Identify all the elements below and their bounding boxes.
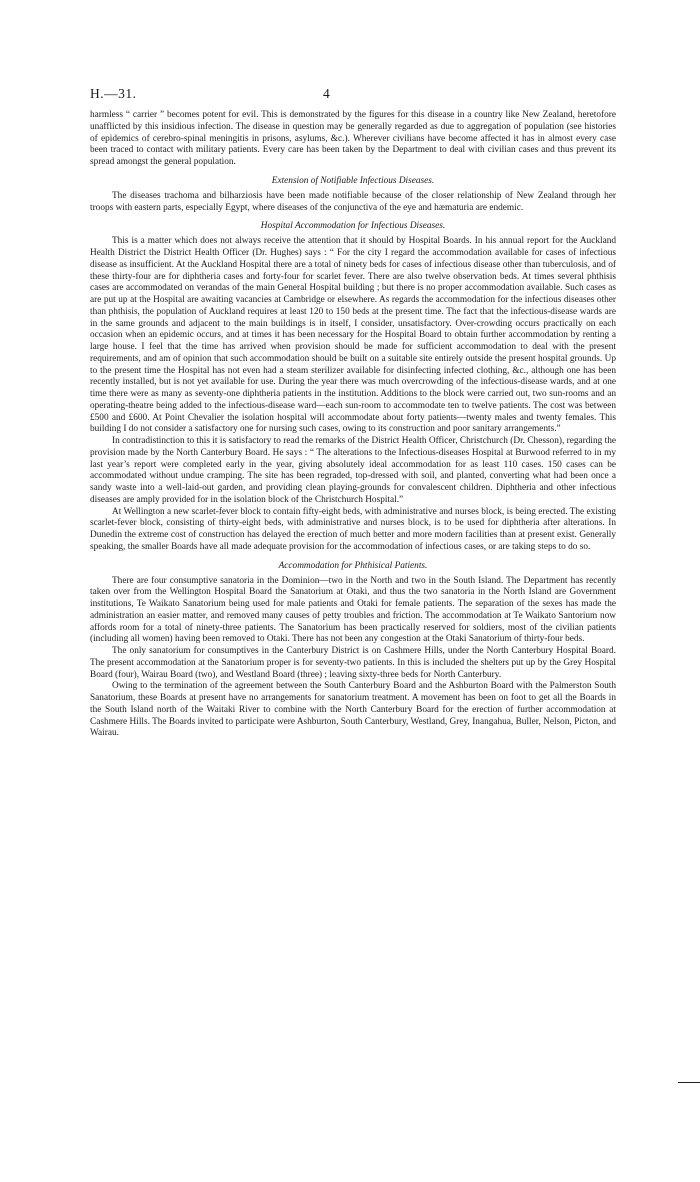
paragraph: At Wellington a new scarlet-fever block to contain fifty-eight beds, with administrative and nurses block, is being erected. The existing scarlet-fever block, consisting of thirty-eight beds, with administrative and nurses block, is to be used for diphtheria after alterations. In Dunedin the extreme cost of construction has delayed the erection of much better and more modern facilities than at present exist. Generally speaking, the smaller Boards have all made adequate provision for the accommodation of infectious cases, or are taking steps to do so.	[90, 506, 616, 552]
paragraph: harmless “ carrier ” becomes potent for evil. This is demonstrated by the figures for this disease in a country like New Zealand, heretofore unafflicted by this insidious infection. The disease in question may be generally regarded as due to aggregation of population (see histories of epidemics of cerebro-spinal meningitis in prisons, asylums, &c.). Wherever civilians have become affected it has in almost every case been traced to contact with military patients. Every care has been taken by the Department to deal with civilian cases and thus prevent its spread amongst the general population.	[90, 110, 616, 167]
page-header	[90, 86, 616, 108]
margin-rule	[678, 1082, 700, 1083]
page-number: 4	[323, 86, 330, 101]
paragraph: In contradistinction to this it is satisfactory to read the remarks of the District Health Officer, Christchurch (Dr. Chesson), regarding the provision made by the North Canterbury Board. He says : “ The alterations to the Infectious-diseases Hospital at Burwood referred to in my last year’s report were completed early in the year, giving absolutely ideal accommodation for as least 110 cases. 150 cases can be accommodated without undue cramping. The site has been regraded, top-dressed with soil, and planted, converting what had been once a sandy waste into a well-laid-out garden, and providing clean playing-grounds for convalescent children. Diphtheria and other infectious diseases are amply provided for in the isolation block of the Christchurch Hospital.”	[90, 436, 616, 505]
document-body	[90, 110, 616, 740]
paragraph: There are four consumptive sanatoria in the Dominion—two in the North and two in the South Island. The Department has recently taken over from the Wellington Hospital Board the Sanatorium at Otaki, and thus the two sanatoria in the North Island are Government institutions, Te Waikato Sanatorium being used for male patients and Otaki for female patients. The separation of the sexes has made the administration an easier matter, and removed many causes of petty troubles and friction. The accommodation at Te Waikato Santorium now affords room for a total of ninety-three patients. The Sanatorium has been practically reserved for soldiers, most of the civilian patients (including all women) having been removed to Otaki. There has not been any congestion at the Otaki Sanatorium of thirty-four beds.	[90, 575, 616, 645]
section-heading: Extension of Notifiable Infectious Diseases.	[271, 175, 435, 186]
section-hospital-accommodation	[90, 220, 616, 553]
section-phthisical-patients	[90, 560, 616, 741]
section-notifiable-diseases	[90, 175, 616, 215]
paragraph: The diseases trachoma and bilharziosis have been made notifiable because of the closer relationship of New Zealand through her troops with eastern parts, especially Egypt, where diseases of the conjunctiva of the eye and hæmaturia are endemic.	[90, 190, 616, 213]
section-heading: Hospital Accommodation for Infectious Diseases.	[260, 221, 446, 232]
section-meningitis	[90, 110, 616, 169]
paragraph: Owing to the termination of the agreement between the South Canterbury Board and the Ashburton Board with the Palmerston South Sanatorium, these Boards at present have no arrangements for sanatorium treatment. A movement has been on foot to get all the Boards in the South Island north of the Waitaki River to combine with the North Canterbury Board for the erection of further accommodation at Cashmere Hills. The Boards invited to participate were Ashburton, South Canterbury, Westland, Grey, Inangahua, Buller, Nelson, Picton, and Wairau.	[90, 681, 616, 739]
document-reference: H.—31.	[90, 86, 137, 101]
paragraph: This is a matter which does not always receive the attention that it should by Hospital Boards. In his annual report for the Auckland Health District the District Health Officer (Dr. Hughes) says : “ For the city I regard the accommodation available for cases of infectious disease as insufficient. At the Auckland Hospital there are a total of ninety beds for cases of infectious disease other than tuberculosis, and of these thirty-four are for diphtheria cases and forty-four for scarlet fever. There are also twelve observation beds. At times several phthisis cases are accommodated on verandas of the main General Hospital building ; but there is no proper accommodation available. Such cases as are put up at the Hospital are awaiting vacancies at Cambridge or elsewhere. As regards the accommodation for the infectious diseases other than phthisis, the population of Auckland requires at least 120 to 150 beds at the present time. The fact that the infectious-disease wards are in the same grounds and adjacent to the main buildings is in itself, I consider, unsatisfactory. Over-crowding occurs practically on each occasion when an epidemic occurs, and at times it has been necessary for the Hospital Board to obtain further accommodation by renting a large house. I feel that the time has arrived when provision should be made for sufficient accommodation to deal with the present requirements, and am of opinion that such accommodation should be built on a suitable site entirely outside the present hospital grounds. Up to the present time the Hospital has not even had a steam sterilizer available for disinfecting infected clothing, &c., although one has been recently installed, but is not yet available for use. During the year there was much overcrowding of the infectious-disease wards, and at one time there were as many as seventy-one diphtheria patients in the institution. Additions to the block were carried out, two sun-rooms and an operating-theatre being added to the infectious-disease ward—each sun-room to accommodate ten to twelve patients. The cost was between £500 and £600. At Point Chevalier the isolation hospital will accommodate about forty patients—twenty males and twenty females. This building I do not consider a satisfactory one for nursing such cases, owing to its construction and poor sanitary arrangements.”	[90, 236, 616, 435]
section-heading: Accommodation for Phthisical Patients.	[278, 560, 428, 571]
paragraph: The only sanatorium for consumptives in the Canterbury District is on Cashmere Hills, under the North Canterbury Hospital Board. The present accommodation at the Sanatorium proper is for seventy-two patients. In this is included the shelters put up by the Grey Hospital Board (four), Wairau Board (two), and Westland Board (three) ; leaving sixty-three beds for North Canterbury.	[90, 646, 616, 680]
